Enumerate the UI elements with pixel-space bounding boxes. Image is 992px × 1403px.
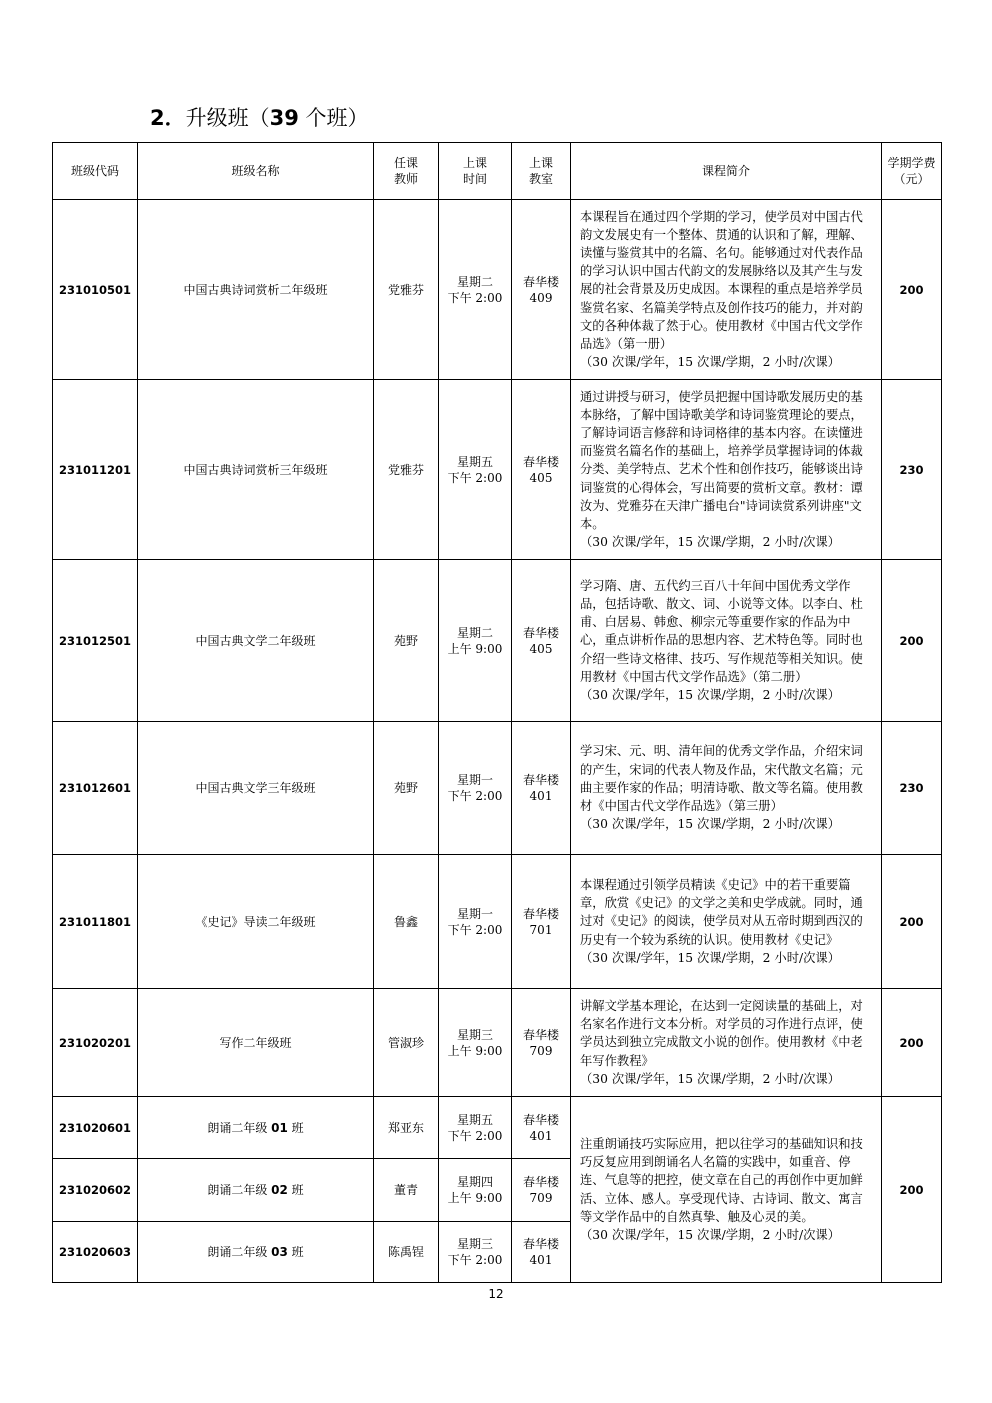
course-description: 通过讲授与研习，使学员把握中国诗歌发展历史的基本脉络，了解中国诗歌美学和诗词鉴赏理论的要点，了解诗词语言修辞和诗词格律的基本内容。在读懂进而鉴赏名篇名作的基础上，培养学员掌握诗词的体裁分类、美学特点、艺术个性和创作技巧，能够谈出诗词鉴赏的心得体会，写出简要的赏析文章。教材：谭汝为、党雅芬在天津广播电台"诗词读赏系列讲座"文本。 （30 次课/学年，15 次课/学期，2 小时/次课） — [571, 380, 882, 560]
class-time: 星期三 下午 2:00 — [439, 1222, 512, 1283]
classroom: 春华楼 405 — [512, 560, 571, 722]
course-description: 学习隋、唐、五代约三百八十年间中国优秀文学作品，包括诗歌、散文、词、小说等文体。以李白、杜甫、白居易、韩愈、柳宗元等重要作家的作品为中心，重点讲析作品的思想内容、艺术特色等。同时也介绍一些诗文格律、技巧、写作规范等相关知识。使用教材《中国古代文学作品选》（第二册） （30 次课/学年，15 次课/学期，2 小时/次课） — [571, 560, 882, 722]
tuition-fee: 200 — [882, 989, 942, 1097]
class-count: 39 — [269, 106, 299, 130]
class-code: 231020601 — [53, 1097, 138, 1159]
header-code: 班级代码 — [53, 143, 138, 200]
tuition-fee: 230 — [882, 722, 942, 855]
class-time: 星期五 下午 2:00 — [439, 1097, 512, 1159]
header-fee: 学期学费 （元） — [882, 143, 942, 200]
teacher: 郑亚东 — [374, 1097, 439, 1159]
header-time: 上课 时间 — [439, 143, 512, 200]
tuition-fee: 200 — [882, 1097, 942, 1283]
class-code: 231012601 — [53, 722, 138, 855]
tuition-fee: 200 — [882, 855, 942, 989]
section-title-b: 个班） — [298, 106, 369, 130]
table-row — [53, 560, 942, 722]
class-code: 231020201 — [53, 989, 138, 1097]
header-room: 上课 教室 — [512, 143, 571, 200]
class-code: 231012501 — [53, 560, 138, 722]
table-row — [53, 989, 942, 1097]
table-row — [53, 200, 942, 380]
class-name: 朗诵二年级 02 班 — [138, 1159, 374, 1222]
class-name: 写作二年级班 — [138, 989, 374, 1097]
class-time: 星期二 上午 9:00 — [439, 560, 512, 722]
teacher: 陈禹锃 — [374, 1222, 439, 1283]
table-row — [53, 1097, 942, 1159]
page-number: 12 — [488, 1287, 504, 1301]
teacher: 苑野 — [374, 560, 439, 722]
class-code: 231020603 — [53, 1222, 138, 1283]
class-time: 星期一 下午 2:00 — [439, 722, 512, 855]
class-time: 星期一 下午 2:00 — [439, 855, 512, 989]
classroom: 春华楼 401 — [512, 1222, 571, 1283]
classroom: 春华楼 401 — [512, 722, 571, 855]
table-row — [53, 722, 942, 855]
classroom: 春华楼 709 — [512, 1159, 571, 1222]
course-description: 本课程通过引领学员精读《史记》中的若干重要篇章，欣赏《史记》的文学之美和史学成就。同时，通过对《史记》的阅读，使学员对从五帝时期到西汉的历史有一个较为系统的认识。使用教材《史记》 （30 次课/学年，15 次课/学期，2 小时/次课） — [571, 855, 882, 989]
class-name: 《史记》导读二年级班 — [138, 855, 374, 989]
class-name: 朗诵二年级 01 班 — [138, 1097, 374, 1159]
tuition-fee: 200 — [882, 200, 942, 380]
table-row — [53, 380, 942, 560]
section-title-a: 升级班（ — [185, 106, 270, 130]
class-code: 231020602 — [53, 1159, 138, 1222]
classroom: 春华楼 409 — [512, 200, 571, 380]
table-row — [53, 855, 942, 989]
course-description: 学习宋、元、明、清年间的优秀文学作品，介绍宋词的产生，宋词的代表人物及作品，宋代散文名篇；元曲主要作家的作品；明清诗歌、散文等名篇。使用教材《中国古代文学作品选》（第三册） （30 次课/学年，15 次课/学期，2 小时/次课） — [571, 722, 882, 855]
header-teacher: 任课 教师 — [374, 143, 439, 200]
classroom: 春华楼 709 — [512, 989, 571, 1097]
class-code: 231011201 — [53, 380, 138, 560]
class-code: 231011801 — [53, 855, 138, 989]
teacher: 管淑珍 — [374, 989, 439, 1097]
classroom: 春华楼 701 — [512, 855, 571, 989]
class-schedule-table — [52, 142, 942, 1283]
section-number: 2． — [150, 106, 186, 130]
class-name: 中国古典诗词赏析二年级班 — [138, 200, 374, 380]
course-description: 本课程旨在通过四个学期的学习，使学员对中国古代韵文发展史有一个整体、贯通的认识和了解，理解、读懂与鉴赏其中的名篇、名句。能够通过对代表作品的学习认识中国古代韵文的发展脉络以及其产生与发展的社会背景及历史成因。本课程的重点是培养学员鉴赏名家、名篇美学特点及创作技巧的能力，并对韵文的各种体裁了然于心。使用教材《中国古代文学作品选》（第一册） （30 次课/学年，15 次课/学期，2 小时/次课） — [571, 200, 882, 380]
tuition-fee: 230 — [882, 380, 942, 560]
teacher: 党雅芬 — [374, 200, 439, 380]
class-time: 星期五 下午 2:00 — [439, 380, 512, 560]
class-name: 朗诵二年级 03 班 — [138, 1222, 374, 1283]
classroom: 春华楼 401 — [512, 1097, 571, 1159]
class-time: 星期二 下午 2:00 — [439, 200, 512, 380]
class-time: 星期三 上午 9:00 — [439, 989, 512, 1097]
header-name: 班级名称 — [138, 143, 374, 200]
classroom: 春华楼 405 — [512, 380, 571, 560]
section-heading — [150, 103, 369, 133]
course-description: 讲解文学基本理论，在达到一定阅读量的基础上，对名家名作进行文本分析。对学员的习作进行点评，使学员达到独立完成散文小说的创作。使用教材《中老年写作教程》 （30 次课/学年，15 次课/学期，2 小时/次课） — [571, 989, 882, 1097]
teacher: 党雅芬 — [374, 380, 439, 560]
teacher: 苑野 — [374, 722, 439, 855]
course-description: 注重朗诵技巧实际应用，把以往学习的基础知识和技巧反复应用到朗诵名人名篇的实践中，如重音、停连、气息等的把控，使文章在自己的再创作中更加鲜活、立体、感人。享受现代诗、古诗词、散文、寓言等文学作品中的自然真挚、触及心灵的美。 （30 次课/学年，15 次课/学期，2 小时/次课） — [571, 1097, 882, 1283]
teacher: 董青 — [374, 1159, 439, 1222]
class-code: 231010501 — [53, 200, 138, 380]
header-row — [53, 143, 942, 200]
class-time: 星期四 上午 9:00 — [439, 1159, 512, 1222]
class-name: 中国古典文学三年级班 — [138, 722, 374, 855]
teacher: 鲁鑫 — [374, 855, 439, 989]
tuition-fee: 200 — [882, 560, 942, 722]
class-name: 中国古典诗词赏析三年级班 — [138, 380, 374, 560]
header-desc: 课程简介 — [571, 143, 882, 200]
class-name: 中国古典文学二年级班 — [138, 560, 374, 722]
